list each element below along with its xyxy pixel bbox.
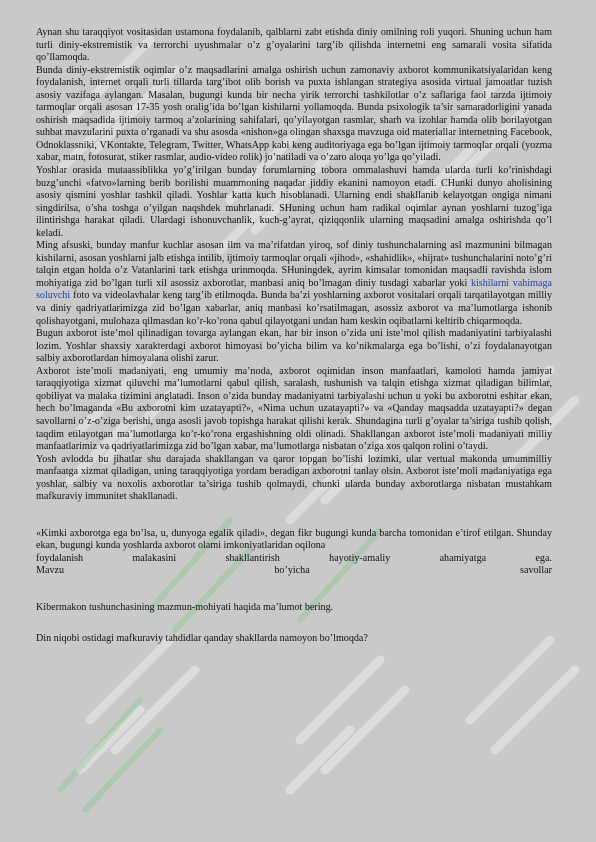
paragraph-7: Yosh avlodda bu jihatlar shu darajada shakllangan va qaror topgan bo’lishi lozimki, ular vertual makonda umummilliy manfaatga xizmat qiladigan, uning taraqqiyotiga yordam beradigan axborotni tanlay olsin. Axborot iste’moli madaniyatiga ega yoshlar, salbiy va noxolis axborotlar ta’siriga tushib qolmaydi, chunki ularda bunday axborotlarga nisbatan mustahkam mafkuraviy immunitet shakllanadi.: [36, 453, 552, 503]
paragraph-4-text: Ming afsuski, bunday manfur kuchlar asosan ilm va ma’rifatdan yiroq, sof diniy tushunchalarning asl mazmunini bilmagan kishilarni, asosan yoshlarni jalb etishga intilib, ijtimoiy tarmoqlar orqali «jihod», «shahidlik», «hijrat» tushunchalarini noto’g’ri talqin etgan holda o’z Vatanlarini tark etishga urinmoqda. SHuningdek, ayrim kimsalar tomonidan maqsadli ravishda islom mohiyatiga zid bo’lgan turli xil asossiz axborotlar, manbasi aniq bo’lmagan diniy tusdagi xabarlar yoki: [36, 240, 552, 289]
quote-paragraph: «Kimki axborotga ega bo’lsa, u, dunyoga egalik qiladi», degan fikr bugungi kunda barcha tomonidan e’tirof etilgan. Shunday ekan, bugungi kunda yoshlarda axborot olami imkoniyatlaridan oqilona: [36, 527, 552, 552]
word: hayotiy-amaliy: [329, 552, 391, 564]
word: savollar: [520, 565, 552, 577]
quote-line-3: [36, 553, 552, 566]
word: shakllantirish: [225, 552, 280, 564]
paragraph-6: Axborot iste’moli madaniyati, eng umumiy ma’noda, axborot oqimidan inson manfaatlari, kamoloti hamda jamiyat taraqqiyotiga xizmat qiluvchi ma’lumotlarni qabul qilish, saralash, tushunish va talqin etishga xizmat qiladigan bilimlar, qobiliyat va malaka tizimini anglatadi. Inson o’zida bunday madaniyatni tarbiyalashi uchun u yoki bu axborotni eshitar ekan, hech bo’lmaganda «Bu axborotni kim uzatayapti?», «Nima uchun uzatayapti?» va «Qanday maqsadda uzatayapti?» degan savollarni o’z-o’ziga berishi, unga asosli javob topishga harakat qilishi kerak. Shundagina turli g’oyalar ta’siriga tushib qolish, taqdim etilayotgan ma’lumotlarga ko’r-ko’rona ergashishning oldi olinadi. Shakllangan axborot iste’moli madaniyati milliy manfaatlarimiz va qadriyatlarimizga zid bo’lgan xabar, ma’lumotlarga nisbatan o’ziga xos qalqon rolini o’taydi.: [36, 365, 552, 453]
question-1: Kibermakon tushunchasining mazmun-mohiyati haqida ma’lumot bering.: [36, 601, 334, 613]
word: bo’yicha: [274, 565, 310, 577]
paragraph-4: [36, 240, 552, 328]
highlighted-link[interactable]: kishilarni vahimaga soluvchi: [36, 277, 553, 302]
word: malakasini: [132, 552, 177, 564]
paragraph-3: Yoshlar orasida mutaassiblikka yo’g’irilgan bunday forumlarning tobora ommalashuvi hamda ularda turli ko’rinishdagi buzg’unchi «fatvo»larning berib borilishi muammoning naqadar jiddiy ekanini namoyon etadi. CHunki dunyo aholisining asosiy qismini yoshlar tashkil qiladi. Yoshlar katta kuch hisoblanadi. Ularning endi shakllanib kelayotgan ongiga nimani singdirilsa, o’sha toshga o’yilgan naqshdek muhrlanadi. SHuning uchun ham radikal oqimlar aynan yoshlarni tuzog’iga ilintirishga harakat qiladi. Ulardagi ishonuvchanlik, kuch-g’ayrat, qiziqqonlik ularning maqsadini amalga oshirishda qo’l keladi.: [36, 165, 552, 239]
paragraph-2: Bunda diniy-ekstremistik oqimlar o’z maqsadlarini amalga oshirish uchun zamonaviy axborot kommunikatsiyalaridan keng foydalanish, internet orqali turli tillarda targ’ibot olib borish va puxta ishlangan strategiya asosida virtual jamoatlar tuzish asosiy vazifaga aylangan. Masalan, bugungi kunda bir necha yirik terrorchi tashkilotlar o’z saflariga faol tarzda ijtimoiy tarmoqlar orqali asosan 17-35 yosh oralig’ida bo’lgan kishilarni yollamoqda. Bunda psixologik ta’sir samaradorligini yanada oshirish maqsadida ijtimoiy tarmoq a’zolarining sahifalari, qo’yilayotgan rasmlar, sharh va izohlar hamda olib borilayotgan suhbat mavzularini puxta o’rganadi va shu asosda «nishon»ga olingan shaxsga mavzuga oid materiallar internetning Facebook, Odnoklassniki, VKontakte, Telegram, Twitter, WhatsApp kabi keng auditoriyaga ega bo’lgan ijtimoiy tarmoqlar orqali (yozma xabar, matn, fotosurat, stiker rasmlar, audio-video rolik) jo’natiladi va o’zaro aloqa yo’lga qo’yiladi.: [36, 64, 552, 164]
word: foydalanish: [36, 552, 84, 564]
document-body: [36, 27, 552, 645]
question-2: Din niqobi ostidagi mafkuraviy tahdidlar qanday shakllarda namoyon bo’lmoqda?: [36, 632, 368, 644]
word: ahamiyatga: [439, 552, 487, 564]
paragraph-1: Aynan shu taraqqiyot vositasidan ustamona foydalanib, qalblarni zabt etishda diniy omilning roli yuqori. Shuning uchun ham turli diniy-ekstremistik va terrorchi uyushmalar o’z g’oyalarini targ’ib qilishda internetni eng samarali vosita sifatida qo’llamoqda.: [36, 27, 552, 64]
word: ega.: [535, 552, 552, 564]
word: Mavzu: [36, 565, 65, 577]
paragraph-5: Bugun axborot iste’mol qilinadigan tovarga aylangan ekan, har bir inson o’zida uni iste’mol qilish madaniyatini tarbiyalashi lozim. Yoshlar shaxsiy xarakterdagi axborot himoyasi bo’yicha bilim va ko’nikmalarga ega bo’lishi, o’zi foydalanayotgan salbiy axborotlardan himoyalana olishi zarur.: [36, 328, 552, 365]
paragraph-4-text-end: foto va videolavhalar keng targ’ib etilmoqda. Bunda ba’zi yoshlarning axborot vositalari orqali tarqatilayotgan milliy va diniy qadriyatlarimizga zid bo’lgan xabarlar, aniq manbasi ko’rsatilmagan, asossiz axborot va ma’lumotlarga ishonib qolishayotgani, mulohaza qilmasdan ko’r-ko’rona qabul qilayotgani undan ham keskin oqibatlarni keltirib chiqarmoqda.: [36, 290, 552, 327]
section-heading-questions: [36, 565, 552, 578]
